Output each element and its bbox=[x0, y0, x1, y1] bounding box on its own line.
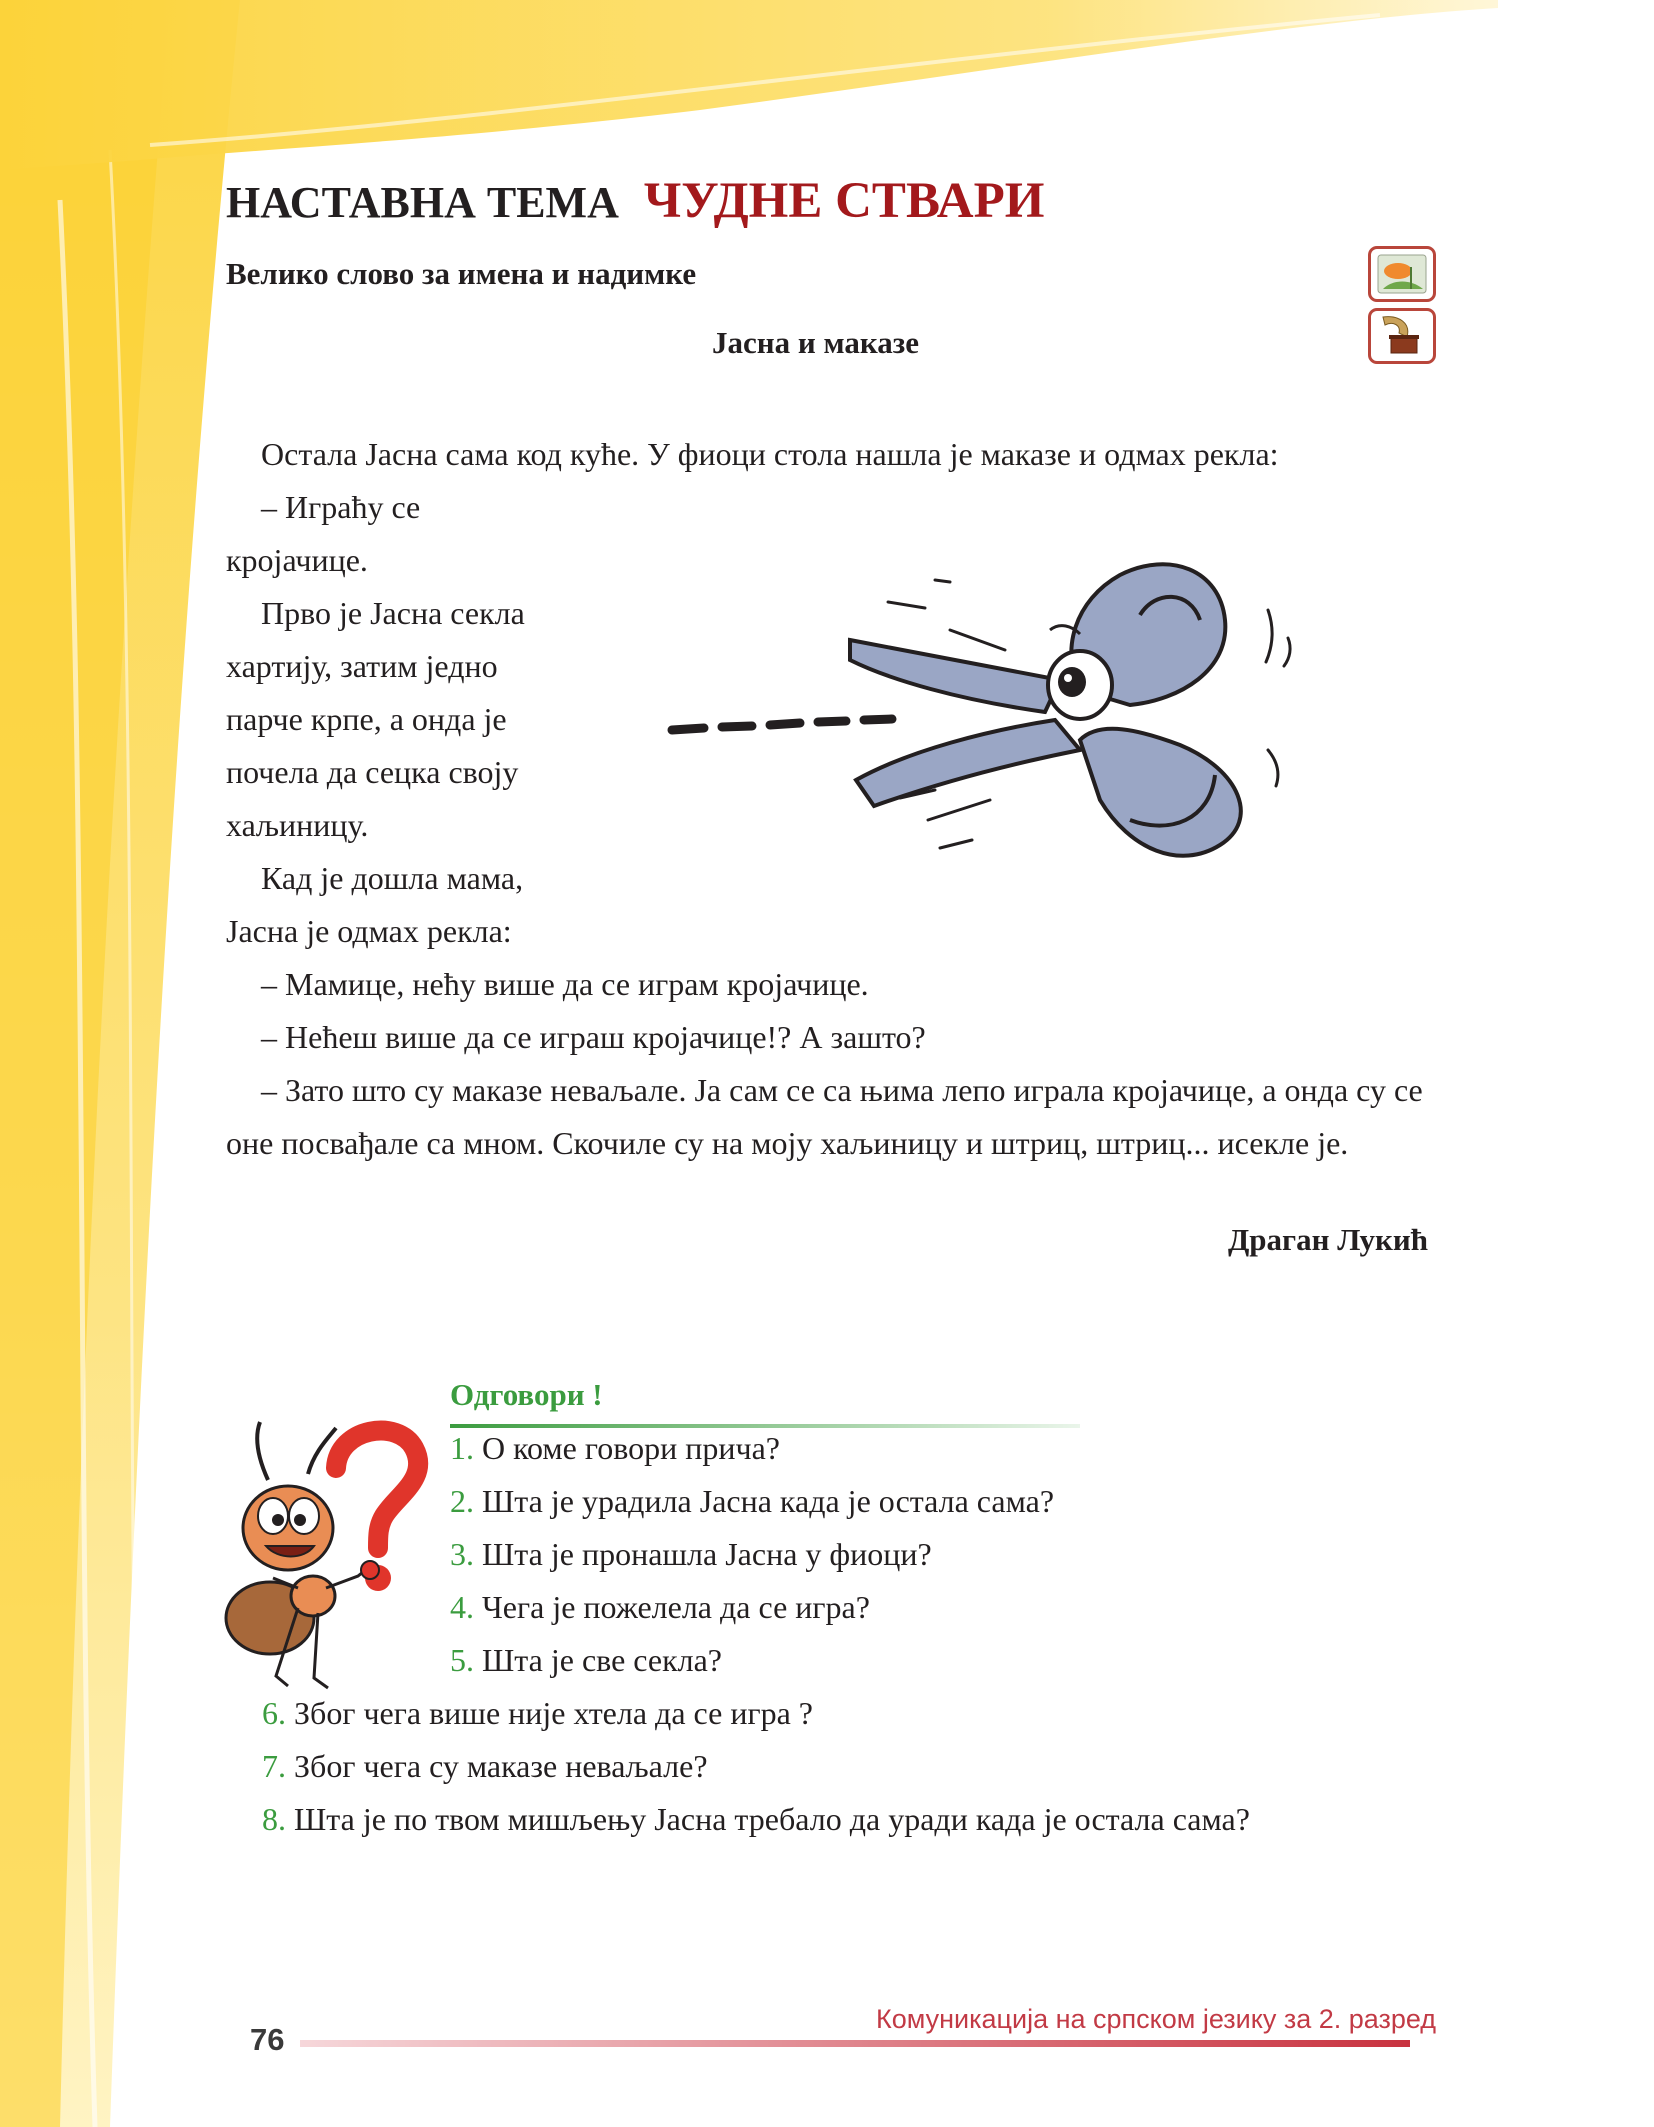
story-line: – Играћу се bbox=[261, 489, 421, 525]
question-text: Шта је по твом мишљењу Јасна требало да уради када је остала сама? bbox=[294, 1801, 1250, 1837]
answer-title: Одговори ! bbox=[450, 1377, 603, 1412]
story-title: Јасна и маказе bbox=[712, 325, 919, 360]
story-paragraph-4: Кад је дошла мама, Јасна је одмах рекла: bbox=[226, 860, 524, 949]
story-narrow-column bbox=[226, 534, 556, 958]
question-number: 8. bbox=[262, 1801, 286, 1837]
ant-question-illustration bbox=[218, 1408, 448, 1698]
question-number: 6. bbox=[262, 1695, 286, 1731]
question-item bbox=[450, 1589, 870, 1626]
story-dialogue bbox=[226, 958, 1436, 1170]
scissors-illustration bbox=[660, 530, 1340, 870]
story-paragraph-5: – Мамице, нећу више да се играм кројачице. bbox=[261, 966, 869, 1002]
question-item bbox=[450, 1430, 780, 1467]
story-paragraph-3: Прво је Јасна секла хартију, затим једно парче крпе, а онда је почела да сецка своју хаљиницу. bbox=[226, 595, 525, 843]
question-number: 3. bbox=[450, 1536, 474, 1572]
question-number: 2. bbox=[450, 1483, 474, 1519]
story-paragraph-7: – Зато што су маказе неваљале. Ја сам се са њима лепо играла кројачице, а онда су се оне посвађале са мном. Скочиле су на моју хаљиницу и штриц, штриц... исекле је. bbox=[226, 1072, 1423, 1161]
theme-name: ЧУДНЕ СТВАРИ bbox=[643, 173, 1045, 229]
theme-heading bbox=[226, 172, 1044, 230]
question-number: 7. bbox=[262, 1748, 286, 1784]
picture-icon[interactable] bbox=[1368, 246, 1436, 302]
story-paragraph-6: – Нећеш више да се играш кројачице!? А зашто? bbox=[261, 1019, 926, 1055]
theme-label: НАСТАВНА ТЕМА bbox=[226, 178, 619, 227]
lesson-subtitle: Велико слово за имена и надимке bbox=[226, 256, 697, 291]
question-text: Шта је све секла? bbox=[482, 1642, 722, 1678]
question-number: 1. bbox=[450, 1430, 474, 1466]
question-item bbox=[262, 1695, 813, 1732]
question-item bbox=[450, 1536, 932, 1573]
book-title: Комуникација на српском језику за 2. разред bbox=[876, 2004, 1437, 2034]
question-item bbox=[450, 1642, 722, 1679]
question-item bbox=[450, 1483, 1054, 1520]
question-text: Шта је урадила Јасна када је остала сама? bbox=[482, 1483, 1055, 1519]
question-text: Чега је пожелела да се игра? bbox=[482, 1589, 870, 1625]
question-text: О коме говори прича? bbox=[482, 1430, 780, 1466]
page-number: 76 bbox=[250, 2022, 285, 2057]
author-name: Драган Лукић bbox=[1227, 1222, 1428, 1257]
question-text: Због чега више није хтела да се игра ? bbox=[294, 1695, 813, 1731]
question-item bbox=[262, 1801, 1250, 1838]
story-line: Остала Јасна сама код куће. У фиоци стола нашла је маказе и одмах рекла: bbox=[261, 436, 1279, 472]
gramophone-icon[interactable] bbox=[1368, 308, 1436, 364]
story-line: кројачице. bbox=[226, 542, 368, 578]
question-number: 5. bbox=[450, 1642, 474, 1678]
question-text: Због чега су маказе неваљале? bbox=[294, 1748, 708, 1784]
question-text: Шта је пронашла Јасна у фиоци? bbox=[482, 1536, 932, 1572]
story-paragraph-1 bbox=[226, 428, 1436, 534]
question-item bbox=[262, 1748, 708, 1785]
question-number: 4. bbox=[450, 1589, 474, 1625]
